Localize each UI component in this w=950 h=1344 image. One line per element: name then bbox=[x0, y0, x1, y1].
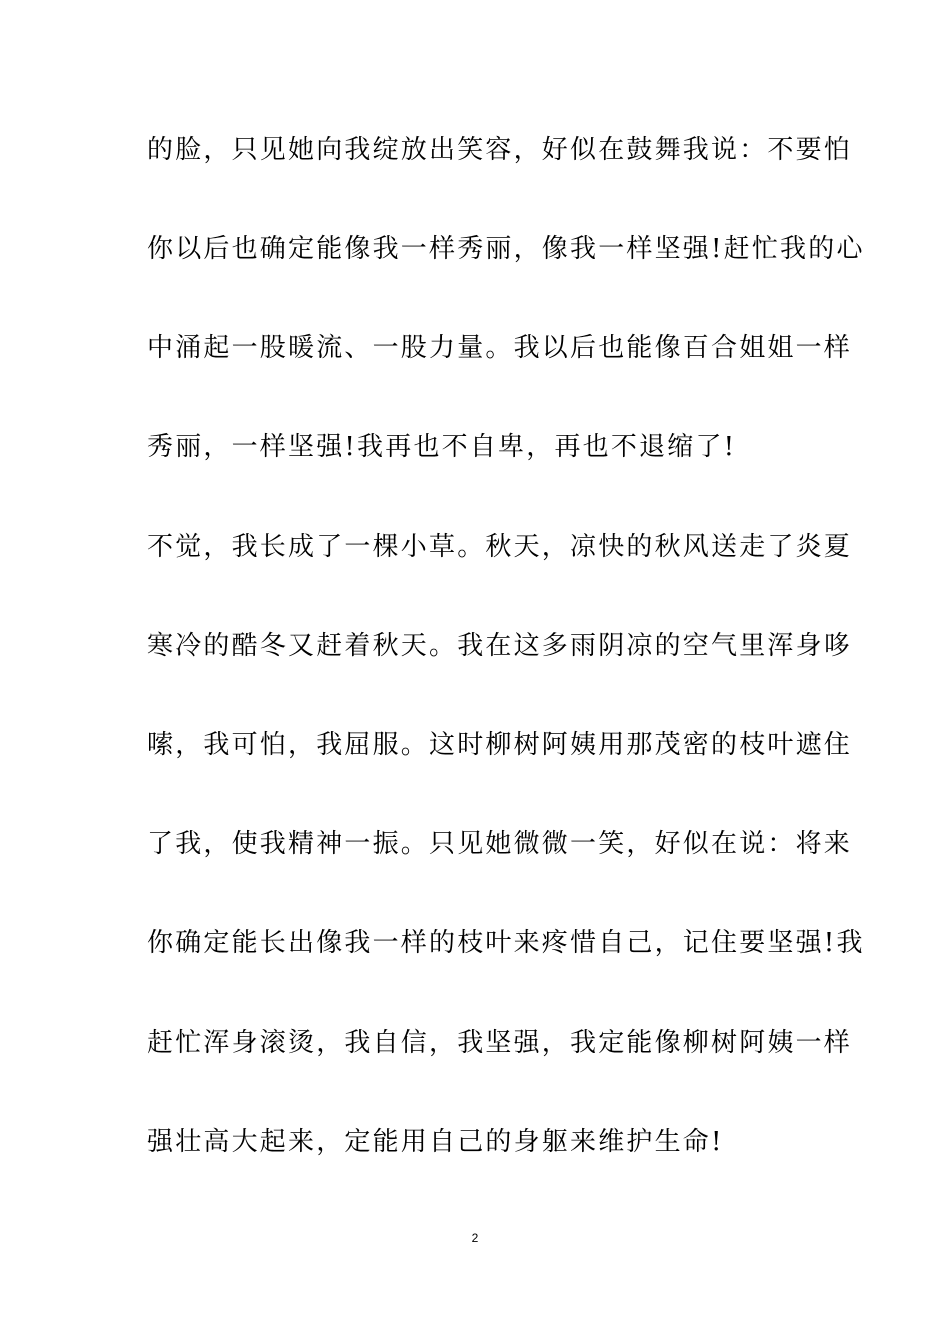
text-line: 你以后也确定能像我一样秀丽，像我一样坚强!赶忙我的心 bbox=[147, 234, 865, 264]
text-line: 赶忙浑身滚烫，我自信，我坚强，我定能像柳树阿姨一样 bbox=[147, 1028, 853, 1058]
text-line: 强壮高大起来，定能用自己的身躯来维护生命! bbox=[147, 1127, 724, 1157]
text-line: 了我，使我精神一振。只见她微微一笑，好似在说：将来 bbox=[147, 829, 853, 859]
text-line: 的脸，只见她向我绽放出笑容，好似在鼓舞我说：不要怕 bbox=[147, 135, 853, 165]
text-line: 你确定能长出像我一样的枝叶来疼惜自己，记住要坚强!我 bbox=[147, 928, 865, 958]
text-line: 寒冷的酷冬又赶着秋天。我在这多雨阴凉的空气里浑身哆 bbox=[147, 631, 853, 661]
text-line: 秀丽，一样坚强!我再也不自卑，再也不退缩了! bbox=[147, 432, 737, 462]
text-line: 嗦，我可怕，我屈服。这时柳树阿姨用那茂密的枝叶遮住 bbox=[147, 730, 853, 760]
page-number: 2 bbox=[471, 1231, 479, 1245]
text-line: 不觉，我长成了一棵小草。秋天，凉快的秋风送走了炎夏 bbox=[147, 532, 853, 562]
text-line: 中涌起一股暖流、一股力量。我以后也能像百合姐姐一样 bbox=[147, 333, 853, 363]
